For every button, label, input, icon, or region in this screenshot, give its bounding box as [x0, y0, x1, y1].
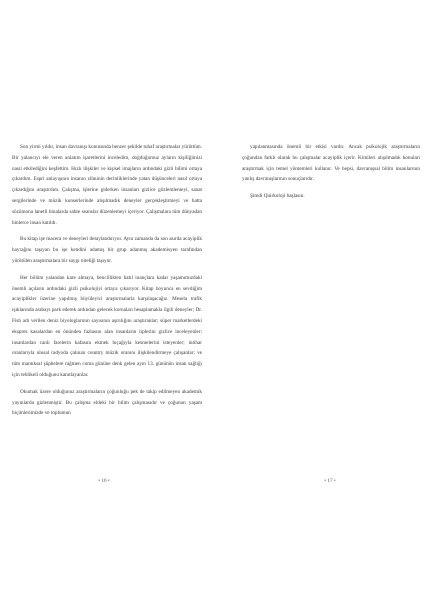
left-paragraph-1: Son yirmi yıldır, insan davranışı konusunda benzer şekilde tuhaf araştırmalar yürüttüm. Bir yalancıyı ele veren anlatım işaretlerini inceledim, doğduğumuz ayların kişiliğimizi nasıl etkilediğini keşfettim. Hızlı ilişkiler ve kişisel imajların ardındaki gizli bilimi ortaya çıkardım. Espri anlayışının insanın zihninin derinliklerinde yatan düşünceleri nasıl ortaya çıkardığını araştırdım. Çalışma, işlerine giderken insanları gizlice gözlemlemeyi, sanat sergilerinde ve müzik konserlerinde alışılmadık deneyler gerçekleştirmeyi ve hatta sözümona lanetli binalarda sahte seanslar düzenlemeyi içeriyor. Çalışmalara tüm dünyadan binlerce insan katıldı. [12, 144, 202, 226]
right-page-number: • 17 • [324, 478, 336, 484]
right-paragraph-1: yapılanmasında önemli bir etkisi vardır. Ancak psikolojik araştırmaların çoğundan farklı olarak bu çalışmalar acayiplik içerir. Kimileri alışılmadık konuları araştırmak için temel yöntemleri kullanır. Ve hepsi, davranışsal bilim insanlarının yanlış davranışlarının sonuçlarıdır. [242, 144, 420, 183]
left-paragraph-4: Okumak üzere olduğunuz araştırmaların çoğunluğu pek de takip edilmeyen akademik yayınlarda gizlenmiştir. Bu çalışma eldeki bir bilim çalışmasıdır ve çoğunun yaşam biçimlerimizde ve toplumun [12, 388, 202, 417]
left-page [12, 142, 202, 425]
left-paragraph-2: Bu kitap işe macera ve deneyleri detaylandırıyor. Aynı zamanda da son asırda acayiplik bayrağını taşıyan bu işe kendini adamış bir grup adanmış akademisyen tarafından yürütülen araştırmalara bir saygı niteliği taşıyor. [12, 236, 202, 264]
left-paragraph-3: Her bölüm yalandan kare almaya, bencillikten batıl inançlara kadar yaşamımızdaki önemli açıların ardındaki gizli psikolojiyi ortaya çıkarıyor. Kitap boyunca en sevdiğim acayiplikler üzerine yapılmış büyüleyici araştırmalarla karşılaşacağız. Mesela trafik ışıklarında arabayı park ederek ardından gelecek kornaları hesaplamakla ilgili deneyler; Dr. Fish adı verilen deniz biyologlarının sayısının aşırılığını araştıranlar; süper marketlerdeki ekspres kasalardan en önünden fazlasını alan insanların tiplerini gizlice inceleyenler; insanlardan canlı farelerin kafasını ekmek bıçağıyla kesmelerini isteyenler; intihar oranlarıyla ulusal radyoda çalınan country müzik oranını ilişkilendirmeye çalışanlar; ve tüm mantıksal şüphelere rağmen cuma gününe denk gelen ayın 13. gününün insan sağlığı için tehlikeli olduğunu kanıtlayanlar. [12, 274, 202, 378]
right-page [242, 142, 420, 208]
left-page-number: • 16 • [98, 478, 110, 484]
right-paragraph-2: Şimdi Quirkoloji başlasın. [250, 193, 305, 200]
